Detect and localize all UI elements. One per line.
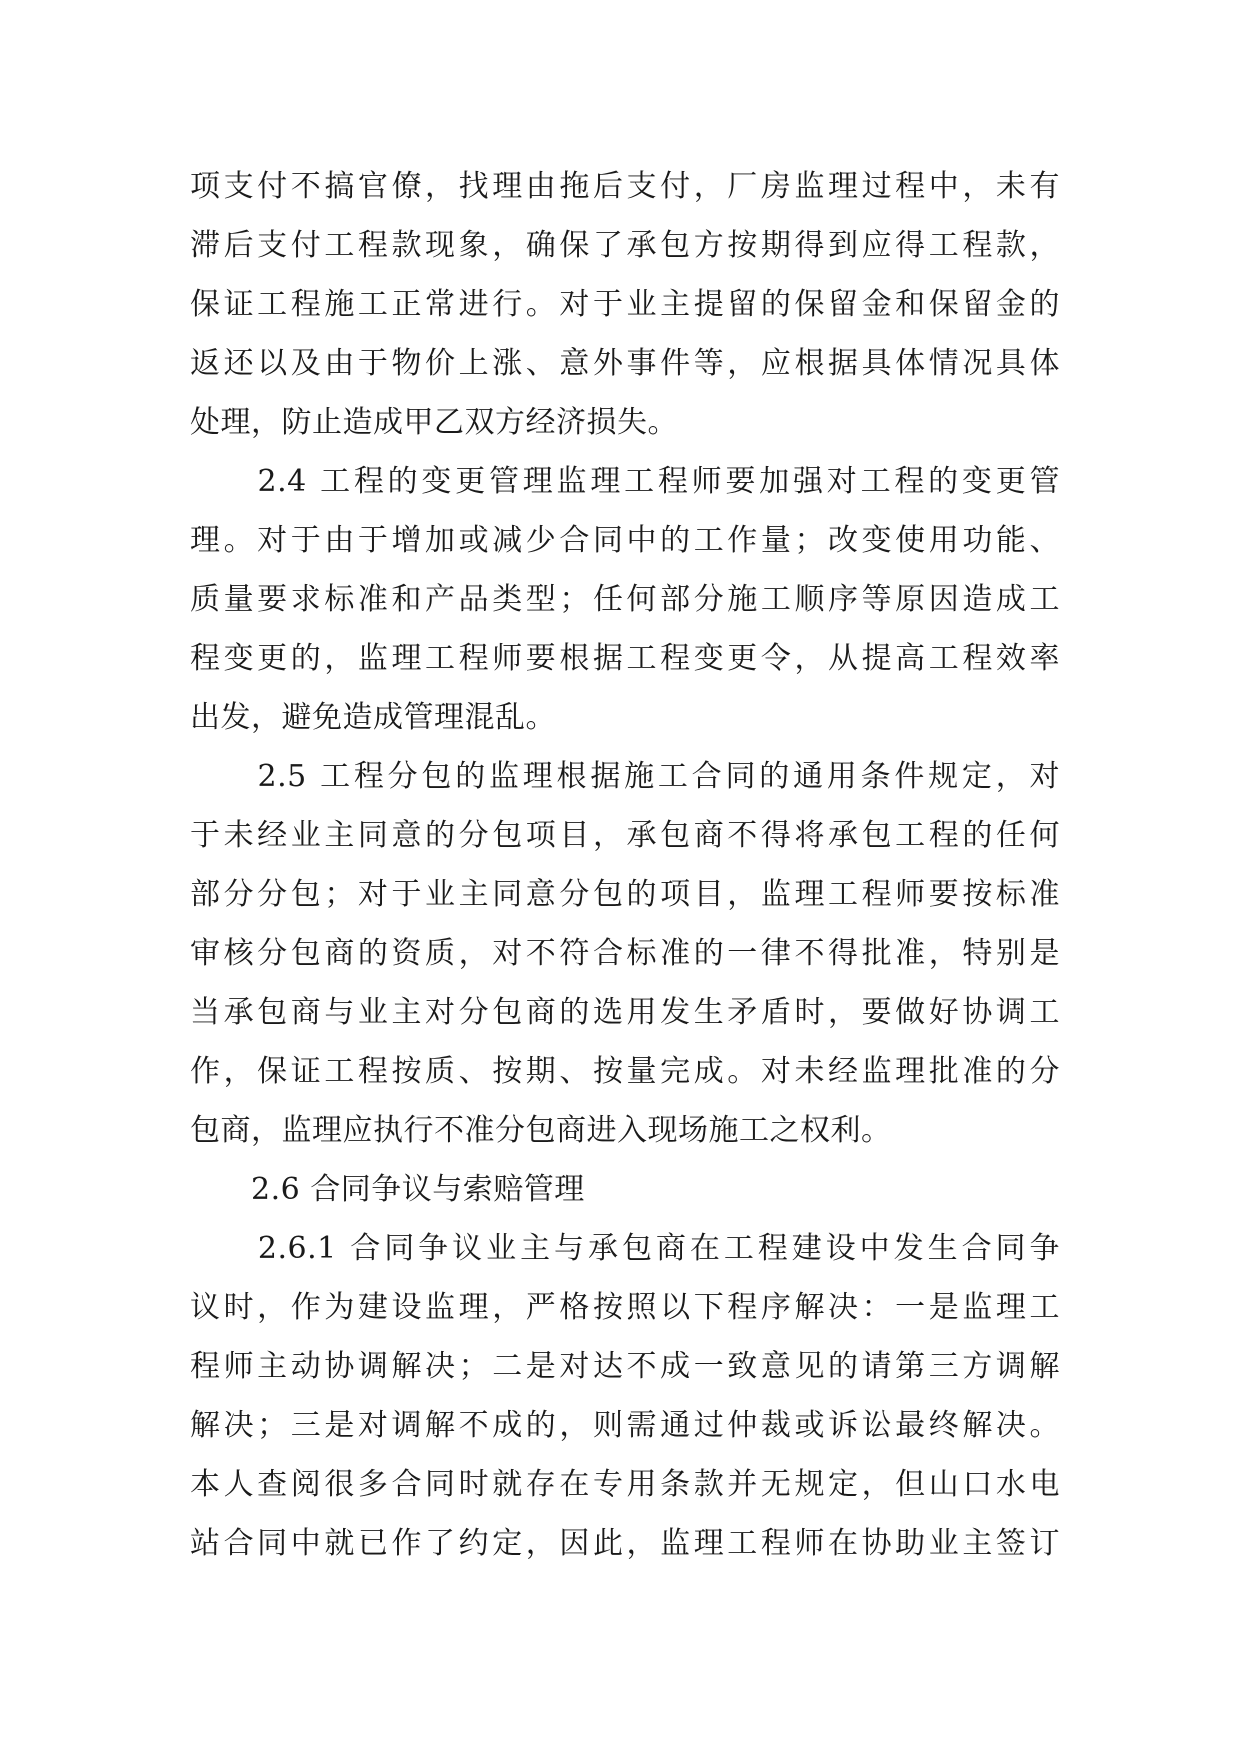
section-2-4-heading-line: 2.4 工程的变更管理监理工程师要加强对工程的变更管: [190, 464, 1060, 499]
section-2-6-heading: 2.6 合同争议与索赔管理: [190, 1172, 585, 1207]
text-line: 部分分包；对于业主同意分包的项目，监理工程师要按标准: [190, 877, 1060, 912]
text-line: 包商，监理应执行不准分包商进入现场施工之权利。: [190, 1113, 892, 1148]
text-line: 当承包商与业主对分包商的选用发生矛盾时，要做好协调工: [190, 995, 1060, 1030]
text-line: 于未经业主同意的分包项目，承包商不得将承包工程的任何: [190, 818, 1060, 853]
text-line: 返还以及由于物价上涨、意外事件等，应根据具体情况具体: [190, 346, 1060, 381]
document-page: [190, 157, 1060, 1573]
text-line: 出发，避免造成管理混乱。: [190, 700, 556, 735]
text-line: 滞后支付工程款现象，确保了承包方按期得到应得工程款，: [190, 228, 1060, 263]
section-2-5-heading-line: 2.5 工程分包的监理根据施工合同的通用条件规定，对: [190, 759, 1060, 794]
text-line: 处理，防止造成甲乙双方经济损失。: [190, 405, 678, 440]
text-line: 项支付不搞官僚，找理由拖后支付，厂房监理过程中，未有: [190, 169, 1060, 204]
text-line: 质量要求标准和产品类型；任何部分施工顺序等原因造成工: [190, 582, 1060, 617]
text-line: 作，保证工程按质、按期、按量完成。对未经监理批准的分: [190, 1054, 1060, 1089]
text-line: 议时，作为建设监理，严格按照以下程序解决：一是监理工: [190, 1290, 1060, 1325]
text-line: 保证工程施工正常进行。对于业主提留的保留金和保留金的: [190, 287, 1060, 322]
text-line: 本人查阅很多合同时就存在专用条款并无规定，但山口水电: [190, 1467, 1060, 1502]
text-line: 程师主动协调解决；二是对达不成一致意见的请第三方调解: [190, 1349, 1060, 1384]
text-line: 站合同中就已作了约定，因此，监理工程师在协助业主签订: [190, 1526, 1060, 1561]
text-line: 理。对于由于增加或减少合同中的工作量；改变使用功能、: [190, 523, 1060, 558]
text-line: 审核分包商的资质，对不符合标准的一律不得批准，特别是: [190, 936, 1060, 971]
text-line: 解决；三是对调解不成的，则需通过仲裁或诉讼最终解决。: [190, 1408, 1060, 1443]
text-line: 程变更的，监理工程师要根据工程变更令，从提高工程效率: [190, 641, 1060, 676]
section-2-6-1-heading-line: 2.6.1 合同争议业主与承包商在工程建设中发生合同争: [190, 1231, 1060, 1266]
